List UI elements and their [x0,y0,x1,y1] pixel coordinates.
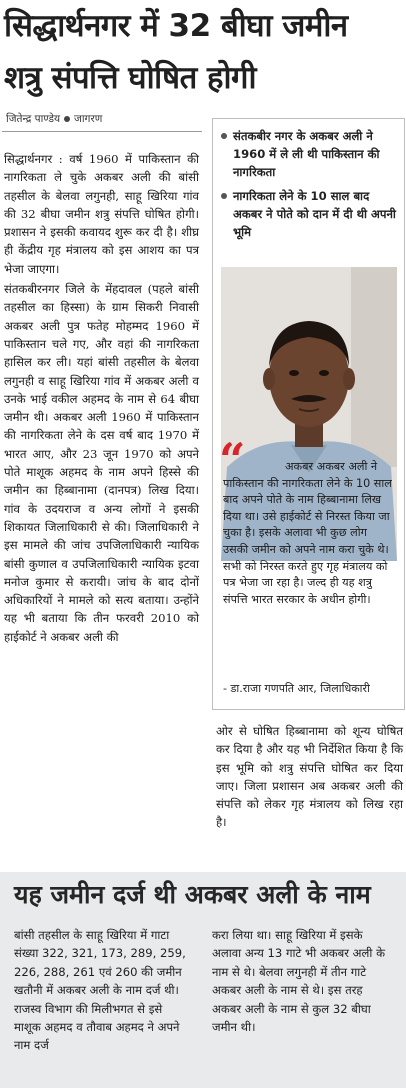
separator-dot-icon [64,116,70,122]
article-paragraph-2-continued: ओर से घोषित हिब्बानामा को शून्य घोषित कर दिया है और यह भी निर्देशित किया है कि इस भूमि को शत्रु संपत्ति घोषित कर दिया जाए। जिला प्रशासन अब अकबर अली की संपत्ति को लेकर गृह मंत्रालय को लिख रहा है। [216,724,403,830]
official-quote [223,459,395,608]
quote-mark-icon: “ [219,433,246,487]
highlight-bullets [213,119,404,251]
quote-signature: - डा.राजा गणपति आर, जिलाधिकारी [223,682,370,695]
headline [4,0,404,104]
headline-line-1: सिद्धार्थनगर में 32 बीघा जमीन [4,8,348,44]
author-name: जितेन्द्र पाण्डेय [6,113,61,125]
byline [6,112,102,126]
box-text-left: बांसी तहसील के साहू खिरिया में गाटा संख्या 322, 321, 173, 289, 259, 226, 288, 261 एवं 260 की जमीन खतौनी में अकबर अली के नाम दर्ज थी। राजस्व विभाग की मिलीभगत से इसे माशूक अहमद व तौवाब अहमद ने अपने नाम दर्ज [14,928,186,1053]
article-paragraph-1: सिद्धार्थनगर : वर्ष 1960 में पाकिस्तान की नागरिकता ले चुके अकबर अली की बांसी तहसील के बेलवा लगुनही, साहू खिरिया गांव की 32 बीघा जमीन शत्रु संपत्ति घोषित होगी। प्रशासन ने इसकी कवायद शुरू कर दी है। शीघ्र ही केंद्रीय गृह मंत्रालय को इस आशय का पत्र भेजा जाएगा। [4,152,199,276]
headline-line-2: शत्रु संपत्ति घोषित होगी [4,60,257,96]
box-text-right: करा लिया था। साहू खिरिया में इसके अलावा अन्य 13 गाटे भी अकबर अली के नाम से थे। बेलवा लगुनही में तीन गाटे अकबर अली के नाम से थे। इस तरह अकबर अली के नाम से कुल 32 बीघा जमीन थी। [212,928,385,1035]
highlight-bullet-1: संतकबीर नगर के अकबर अली ने 1960 में ले ली थी पाकिस्तान की नागरिकता [221,127,398,181]
box-title: यह जमीन दर्ज थी अकबर अली के नाम [14,880,371,909]
source-name: जागरण [74,113,103,125]
quote-body: पाकिस्तान की नागरिकता लेने के 10 साल बाद अपने पोते के नाम हिब्बानामा लिख दिया था। उसे हाईकोर्ट से निरस्त किया जा चुका है। इसके अलावा भी कुछ लोग उसकी जमीन को अपने नाम करा चुके थे। सभी को निरस्त करते हुए गृह मंत्रालय को पत्र भेजा जा रहा है। जल्द ही यह शत्रु संपत्ति भारत सरकार के अधीन होगी। [223,476,392,606]
highlight-bullet-2: नागरिकता लेने के 10 साल बाद अकबर ने पोते को दान में दी थी अपनी भूमि [221,187,398,241]
article-paragraph-2: संतकबीरनगर जिले के मेंहदावल (पहले बांसी तहसील का हिस्सा) के ग्राम सिकरी निवासी अकबर अली पुत्र फतेह मोहम्मद 1960 में पाकिस्तान चले गए, और वहां की नागरिकता हासिल कर ली। यहां बांसी तहसील के बेलवा लगुनही व साहू खिरिया गांव में अकबर अली व उनके भाई वकील अहमद के नाम से 64 बीघा जमीन थी। अकबर अली 1960 में पाकिस्तान की नागरिकता लेने के दस वर्ष बाद 1970 में भारत आए, और 23 जून 1970 को अपने पोते माशूक अहमद के नाम अपने हिस्से की जमीन का हिब्बानामा (दानपत्र) लिख दिया। गांव के उदयराज व अन्य लोगों ने इसकी शिकायत जिलाधिकारी से की। जिलाधिकारी ने इस मामले की जांच उपजिलाधिकारी न्यायिक बांसी कुणाल व उपजिलाधिकारी न्यायिक इटवा मनोज कुमार से करायी। जांच के बाद दोनों अधिकारियों ने मामले को सत्य बताया। उन्होंने यह भी बताया कि तीन फरवरी 2010 को हाईकोर्ट ने अकबर अली की [4,282,199,644]
highlights-sidebar [212,118,405,710]
article-body [4,150,199,646]
quote-first-line: अकबर अकबर अली ने [285,460,378,473]
article-continuation [216,722,403,832]
divider [2,131,202,132]
